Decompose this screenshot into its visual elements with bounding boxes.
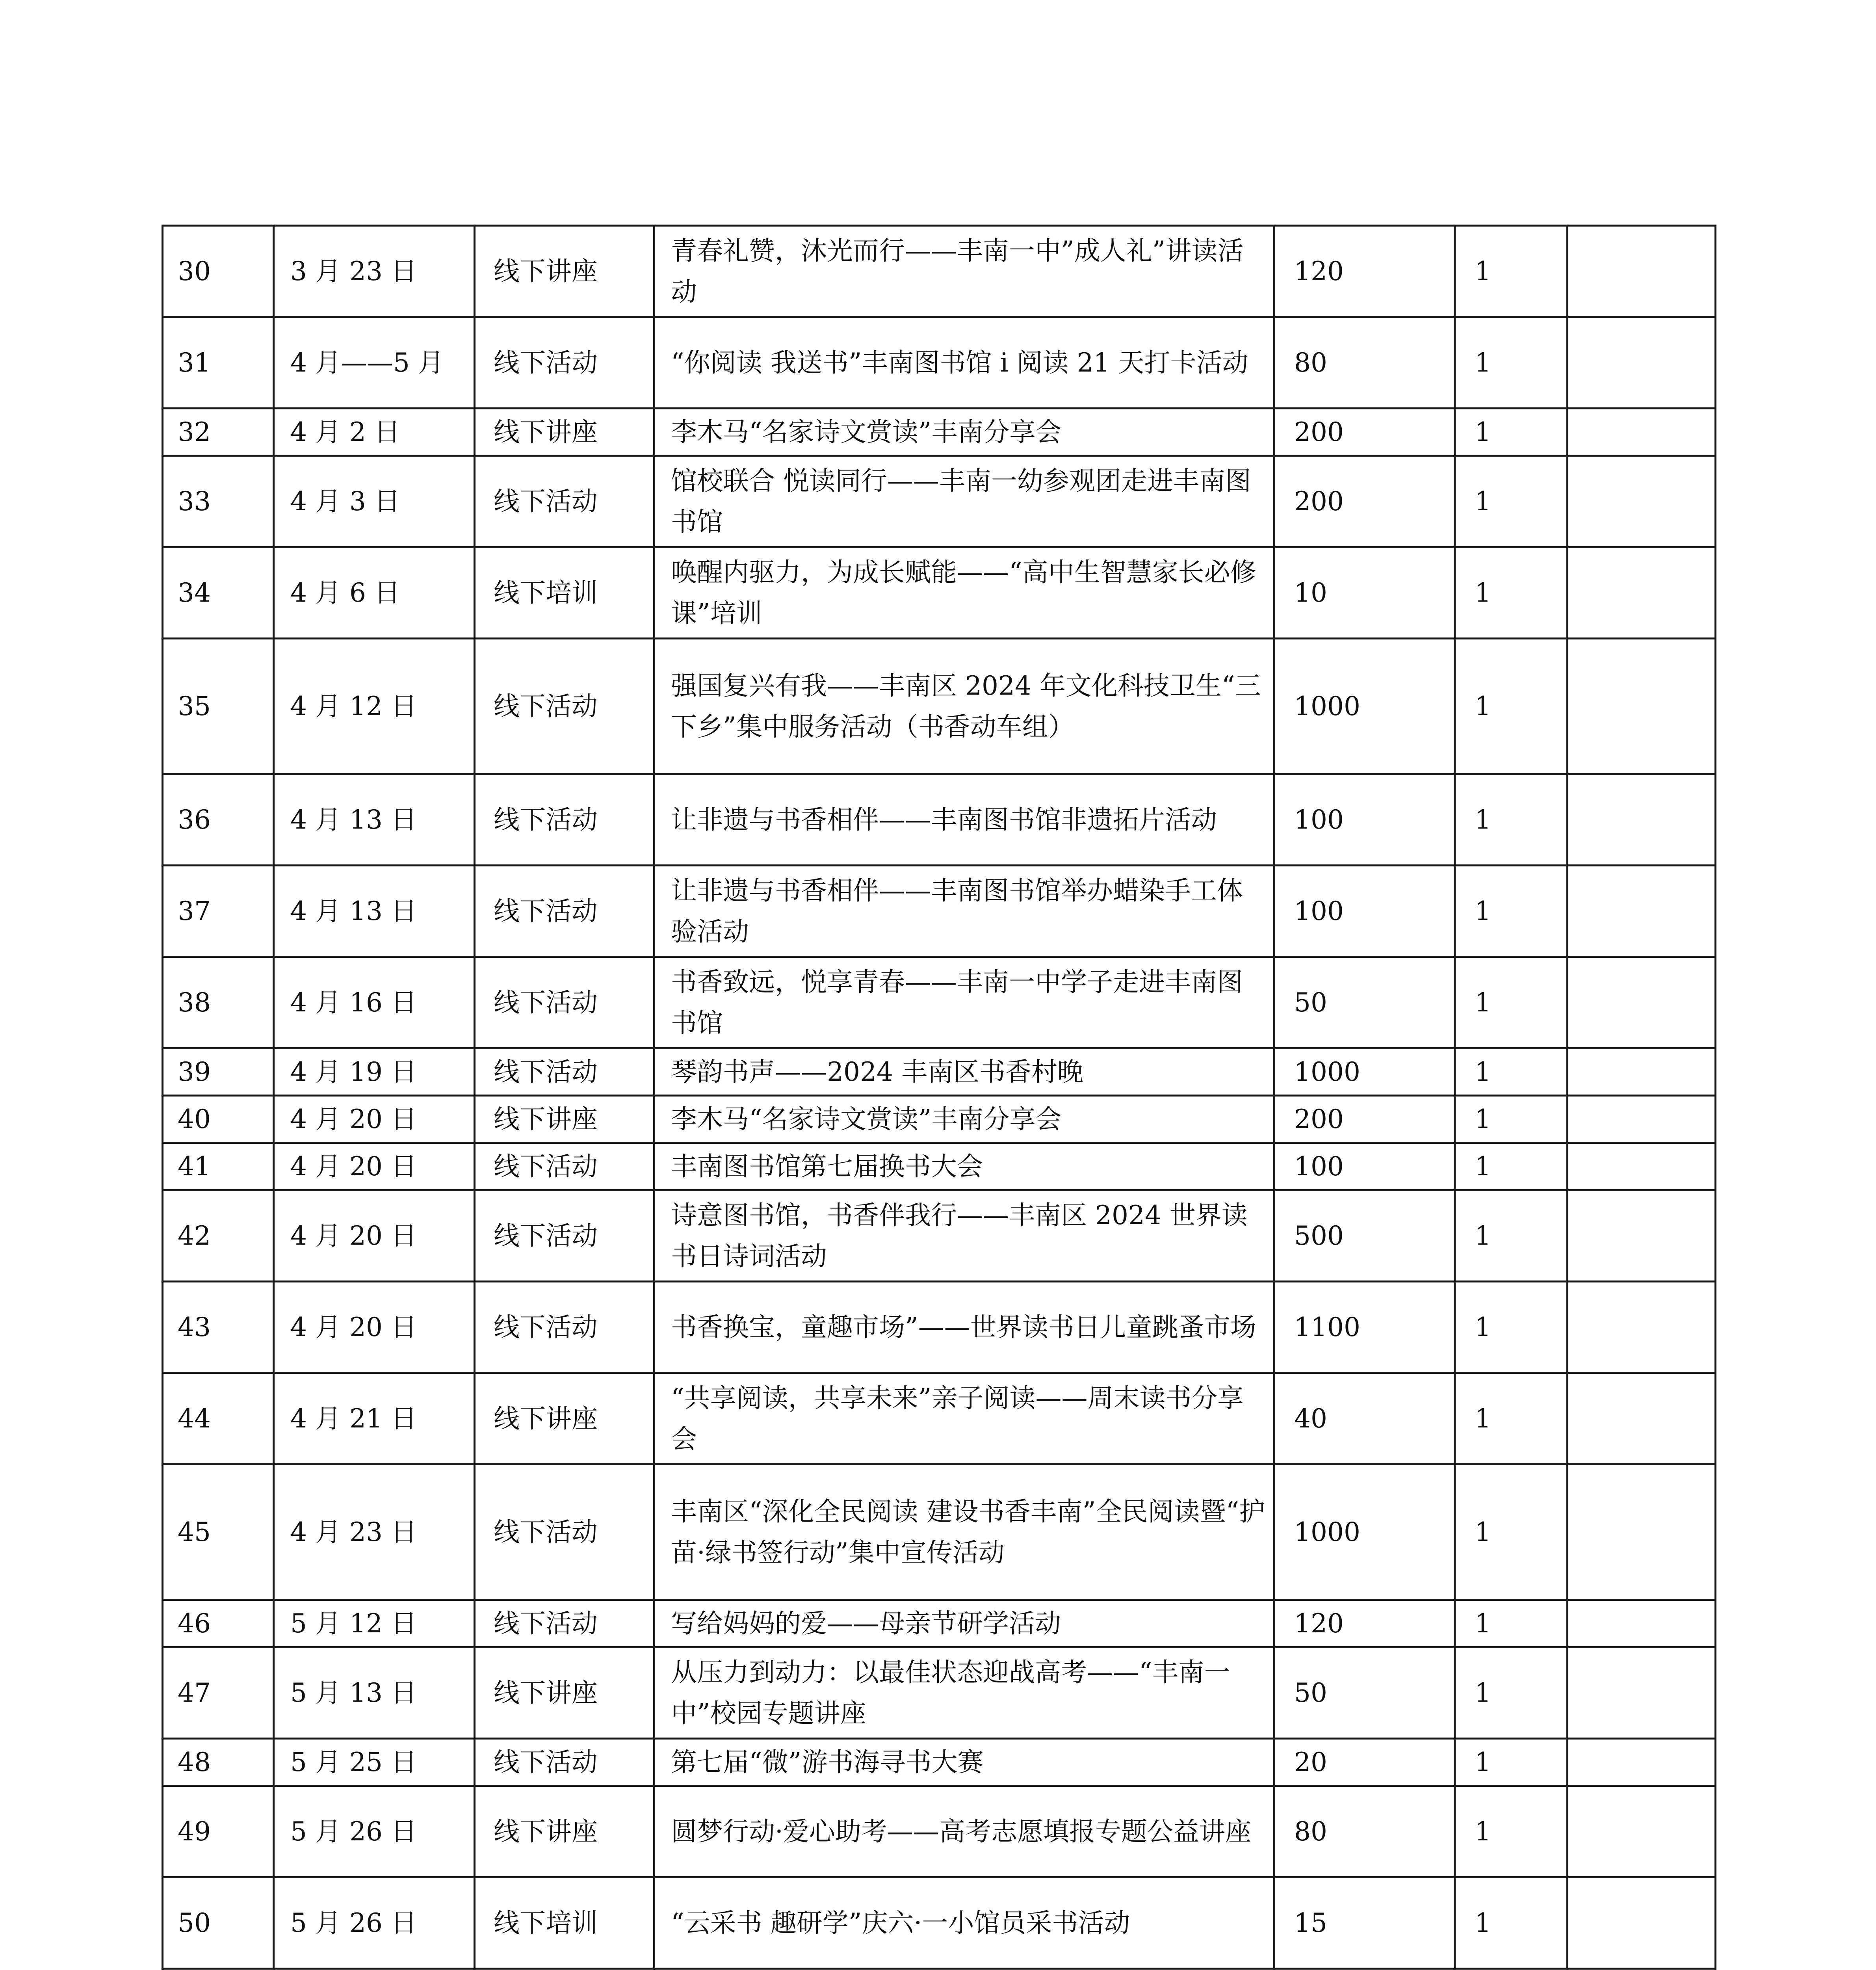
cell-type: 线下讲座: [475, 226, 654, 317]
cell-type: 线下活动: [475, 1464, 654, 1600]
cell-count: 10: [1274, 547, 1455, 639]
cell-date: 5 月 13 日: [274, 1647, 475, 1739]
cell-type: 线下活动: [475, 1600, 654, 1647]
cell-count: [1274, 1969, 1455, 1970]
cell-no: 49: [163, 1786, 274, 1877]
cell-date: 3 月 23 日: [274, 226, 475, 317]
cell-sessions: 1: [1455, 1600, 1568, 1647]
table-row: [163, 317, 1716, 409]
cell-date: 4 月 3 日: [274, 456, 475, 547]
cell-no: 42: [163, 1190, 274, 1282]
cell-count: 40: [1274, 1373, 1455, 1464]
table-row: [163, 774, 1716, 866]
cell-note: [1568, 317, 1716, 409]
cell-note: [1568, 1464, 1716, 1600]
cell-no: 37: [163, 866, 274, 957]
cell-type: 线下讲座: [475, 1373, 654, 1464]
cell-note: [1568, 1600, 1716, 1647]
cell-sessions: 1: [1455, 957, 1568, 1048]
cell-title: 唤醒内驱力，为成长赋能——“高中生智慧家长必修课”培训: [654, 547, 1274, 639]
cell-count: 50: [1274, 1647, 1455, 1739]
cell-note: [1568, 1739, 1716, 1786]
cell-note: [1568, 1647, 1716, 1739]
cell-no: 34: [163, 547, 274, 639]
cell-count: 100: [1274, 774, 1455, 866]
cell-no: 36: [163, 774, 274, 866]
table-row: [163, 1739, 1716, 1786]
cell-date: 4 月 21 日: [274, 1373, 475, 1464]
cell-sessions: [1455, 1969, 1568, 1970]
cell-date: 4 月 6 日: [274, 547, 475, 639]
cell-no: 43: [163, 1282, 274, 1373]
cell-title: 第七届“微”游书海寻书大赛: [654, 1739, 1274, 1786]
cell-no: 35: [163, 639, 274, 774]
table-row: [163, 1647, 1716, 1739]
cell-sessions: 1: [1455, 774, 1568, 866]
cell-date: 4 月 23 日: [274, 1464, 475, 1600]
cell-title: [654, 1969, 1274, 1970]
cell-note: [1568, 1143, 1716, 1190]
table-row: [163, 866, 1716, 957]
cell-type: 线下培训: [475, 1877, 654, 1969]
table-row: [163, 1190, 1716, 1282]
cell-title: 诗意图书馆，书香伴我行——丰南区 2024 世界读书日诗词活动: [654, 1190, 1274, 1282]
cell-note: [1568, 1969, 1716, 1970]
cell-type: 线下讲座: [475, 409, 654, 456]
cell-note: [1568, 1786, 1716, 1877]
cell-title: 李木马“名家诗文赏读”丰南分享会: [654, 409, 1274, 456]
table-row: [163, 957, 1716, 1048]
cell-sessions: 1: [1455, 317, 1568, 409]
table-row: [163, 409, 1716, 456]
cell-type: 线下活动: [475, 1282, 654, 1373]
cell-note: [1568, 1048, 1716, 1096]
cell-date: 4 月 20 日: [274, 1282, 475, 1373]
cell-title: 琴韵书声——2024 丰南区书香村晚: [654, 1048, 1274, 1096]
table-row: [163, 226, 1716, 317]
cell-date: [274, 1969, 475, 1970]
cell-note: [1568, 957, 1716, 1048]
cell-note: [1568, 409, 1716, 456]
cell-no: 40: [163, 1096, 274, 1143]
cell-sessions: 1: [1455, 547, 1568, 639]
cell-date: 4 月 13 日: [274, 866, 475, 957]
cell-type: 线下培训: [475, 547, 654, 639]
cell-sessions: 1: [1455, 1464, 1568, 1600]
cell-type: [475, 1969, 654, 1970]
cell-date: 4 月 19 日: [274, 1048, 475, 1096]
cell-type: 线下讲座: [475, 1096, 654, 1143]
table-row: [163, 1786, 1716, 1877]
table-row: [163, 456, 1716, 547]
cell-count: 200: [1274, 456, 1455, 547]
cell-title: 丰南区“深化全民阅读 建设书香丰南”全民阅读暨“护苗·绿书签行动”集中宣传活动: [654, 1464, 1274, 1600]
cell-title: 青春礼赞，沐光而行——丰南一中”成人礼”讲读活动: [654, 226, 1274, 317]
table-row: [163, 1969, 1716, 1970]
cell-sessions: 1: [1455, 1877, 1568, 1969]
cell-count: 15: [1274, 1877, 1455, 1969]
table-row: [163, 1373, 1716, 1464]
cell-title: “云采书 趣研学”庆六·一小馆员采书活动: [654, 1877, 1274, 1969]
cell-title: 李木马“名家诗文赏读”丰南分享会: [654, 1096, 1274, 1143]
cell-count: 1000: [1274, 1048, 1455, 1096]
cell-type: 线下活动: [475, 639, 654, 774]
cell-note: [1568, 866, 1716, 957]
cell-note: [1568, 1877, 1716, 1969]
cell-note: [1568, 1190, 1716, 1282]
cell-date: 5 月 12 日: [274, 1600, 475, 1647]
cell-type: 线下讲座: [475, 1647, 654, 1739]
cell-note: [1568, 774, 1716, 866]
cell-date: 4 月 2 日: [274, 409, 475, 456]
cell-date: 4 月 20 日: [274, 1190, 475, 1282]
cell-note: [1568, 456, 1716, 547]
cell-sessions: 1: [1455, 409, 1568, 456]
cell-no: 46: [163, 1600, 274, 1647]
cell-date: 4 月 13 日: [274, 774, 475, 866]
cell-note: [1568, 1373, 1716, 1464]
cell-count: 100: [1274, 866, 1455, 957]
table-row: [163, 1600, 1716, 1647]
cell-count: 500: [1274, 1190, 1455, 1282]
cell-type: 线下活动: [475, 1143, 654, 1190]
cell-count: 80: [1274, 317, 1455, 409]
cell-type: 线下活动: [475, 957, 654, 1048]
table-row: [163, 639, 1716, 774]
cell-date: 4 月 16 日: [274, 957, 475, 1048]
cell-sessions: 1: [1455, 1647, 1568, 1739]
cell-count: 200: [1274, 1096, 1455, 1143]
table-row: [163, 547, 1716, 639]
cell-sessions: 1: [1455, 1373, 1568, 1464]
cell-no: 47: [163, 1647, 274, 1739]
cell-count: 1100: [1274, 1282, 1455, 1373]
cell-count: 1000: [1274, 639, 1455, 774]
cell-count: 20: [1274, 1739, 1455, 1786]
cell-no: 32: [163, 409, 274, 456]
cell-type: 线下活动: [475, 1048, 654, 1096]
cell-date: 4 月——5 月: [274, 317, 475, 409]
cell-note: [1568, 226, 1716, 317]
cell-type: 线下讲座: [475, 1786, 654, 1877]
cell-title: “共享阅读，共享未来”亲子阅读——周末读书分享会: [654, 1373, 1274, 1464]
cell-sessions: 1: [1455, 639, 1568, 774]
table-body: [163, 226, 1716, 1970]
cell-sessions: 1: [1455, 1190, 1568, 1282]
cell-no: 50: [163, 1877, 274, 1969]
cell-no: 30: [163, 226, 274, 317]
cell-note: [1568, 1282, 1716, 1373]
cell-note: [1568, 639, 1716, 774]
cell-date: 4 月 20 日: [274, 1096, 475, 1143]
cell-note: [1568, 1096, 1716, 1143]
cell-note: [1568, 547, 1716, 639]
table-row: [163, 1464, 1716, 1600]
cell-date: 4 月 12 日: [274, 639, 475, 774]
cell-title: 书香换宝，童趣市场”——世界读书日儿童跳蚤市场: [654, 1282, 1274, 1373]
cell-type: 线下活动: [475, 317, 654, 409]
cell-title: 书香致远，悦享青春——丰南一中学子走进丰南图书馆: [654, 957, 1274, 1048]
cell-count: 100: [1274, 1143, 1455, 1190]
cell-no: 48: [163, 1739, 274, 1786]
table-row: [163, 1096, 1716, 1143]
table-row: [163, 1282, 1716, 1373]
cell-count: 80: [1274, 1786, 1455, 1877]
cell-type: 线下活动: [475, 1739, 654, 1786]
cell-title: 写给妈妈的爱——母亲节研学活动: [654, 1600, 1274, 1647]
cell-no: 33: [163, 456, 274, 547]
cell-no: [163, 1969, 274, 1970]
cell-sessions: 1: [1455, 226, 1568, 317]
cell-count: 120: [1274, 226, 1455, 317]
cell-date: 5 月 25 日: [274, 1739, 475, 1786]
cell-date: 4 月 20 日: [274, 1143, 475, 1190]
cell-type: 线下活动: [475, 456, 654, 547]
cell-no: 38: [163, 957, 274, 1048]
cell-no: 31: [163, 317, 274, 409]
cell-date: 5 月 26 日: [274, 1877, 475, 1969]
cell-date: 5 月 26 日: [274, 1786, 475, 1877]
cell-title: 强国复兴有我——丰南区 2024 年文化科技卫生“三下乡”集中服务活动（书香动车组）: [654, 639, 1274, 774]
cell-title: “你阅读 我送书”丰南图书馆 i 阅读 21 天打卡活动: [654, 317, 1274, 409]
table-row: [163, 1048, 1716, 1096]
cell-sessions: 1: [1455, 1282, 1568, 1373]
cell-sessions: 1: [1455, 1143, 1568, 1190]
cell-sessions: 1: [1455, 456, 1568, 547]
cell-no: 44: [163, 1373, 274, 1464]
cell-title: 让非遗与书香相伴——丰南图书馆举办蜡染手工体验活动: [654, 866, 1274, 957]
cell-no: 41: [163, 1143, 274, 1190]
cell-count: 200: [1274, 409, 1455, 456]
cell-title: 馆校联合 悦读同行——丰南一幼参观团走进丰南图书馆: [654, 456, 1274, 547]
table-row: [163, 1143, 1716, 1190]
cell-sessions: 1: [1455, 866, 1568, 957]
cell-no: 45: [163, 1464, 274, 1600]
cell-title: 让非遗与书香相伴——丰南图书馆非遗拓片活动: [654, 774, 1274, 866]
cell-sessions: 1: [1455, 1739, 1568, 1786]
cell-type: 线下活动: [475, 774, 654, 866]
cell-type: 线下活动: [475, 1190, 654, 1282]
cell-no: 39: [163, 1048, 274, 1096]
cell-title: 从压力到动力：以最佳状态迎战高考——“丰南一中”校园专题讲座: [654, 1647, 1274, 1739]
activities-table: [162, 225, 1716, 1970]
cell-count: 120: [1274, 1600, 1455, 1647]
cell-type: 线下活动: [475, 866, 654, 957]
cell-sessions: 1: [1455, 1786, 1568, 1877]
cell-count: 50: [1274, 957, 1455, 1048]
cell-title: 圆梦行动·爱心助考——高考志愿填报专题公益讲座: [654, 1786, 1274, 1877]
cell-count: 1000: [1274, 1464, 1455, 1600]
cell-sessions: 1: [1455, 1048, 1568, 1096]
cell-title: 丰南图书馆第七届换书大会: [654, 1143, 1274, 1190]
table-row: [163, 1877, 1716, 1969]
cell-sessions: 1: [1455, 1096, 1568, 1143]
